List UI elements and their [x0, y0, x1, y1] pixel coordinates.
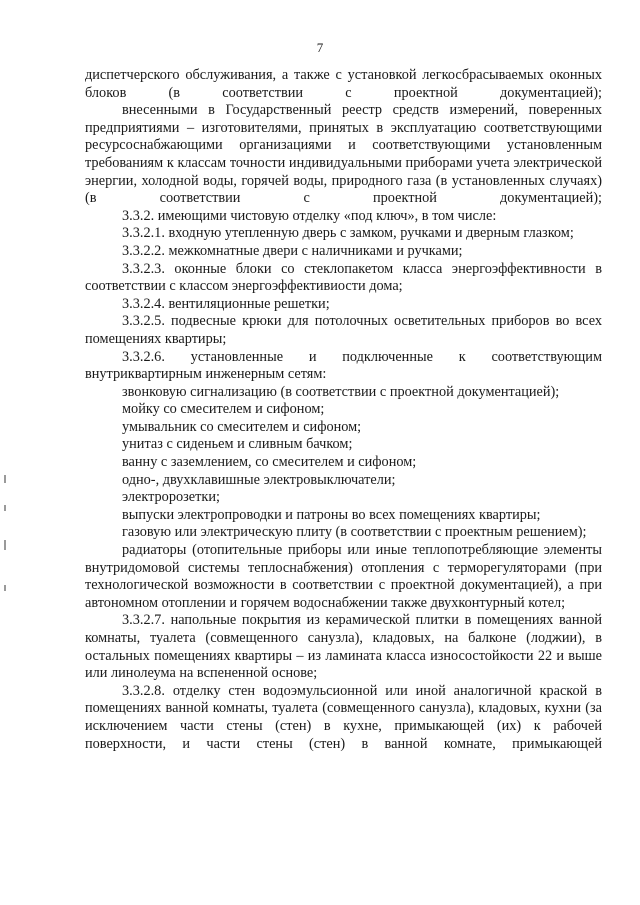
list-item: одно-, двухклавишные электровыключатели; — [122, 471, 396, 488]
clause-3-3-2-1: 3.3.2.1. входную утепленную дверь с замком, ручками и дверным глазком; — [122, 225, 574, 242]
page-number: 7 — [316, 40, 324, 55]
fixtures-list — [85, 384, 602, 542]
clause-3-3-2-6: 3.3.2.6. установленные и подключенные к соответствующим внутриквартирным инженерным сетям: — [85, 348, 602, 383]
clause-3-3-2-5: 3.3.2.5. подвесные крюки для потолочных осветительных приборов во всех помещениях квартиры; — [85, 313, 602, 347]
clause-3-3-2: 3.3.2. имеющими чистовую отделку «под ключ», в том числе: — [122, 207, 497, 224]
margin-marks — [4, 475, 7, 625]
list-item: унитаз с сиденьем и сливным бачком; — [122, 436, 353, 453]
document-body — [85, 67, 602, 753]
list-item: мойку со смесителем и сифоном; — [122, 401, 325, 418]
list-item: умывальник со смесителем и сифоном; — [122, 418, 362, 435]
clause-3-3-2-3: 3.3.2.3. оконные блоки со стеклопакетом класса энергоэффективности в соответствии с классом энергоэффективиости дома; — [85, 260, 602, 295]
paragraph-continuation: диспетчерского обслуживания, а также с установкой легкосбрасываемых оконных блоков (в соответствии с проектной документацией); — [85, 67, 602, 101]
list-item: звонковую сигнализацию (в соответствии с проектной документацией); — [122, 383, 560, 400]
list-item: выпуски электропроводки и патроны во всех помещениях квартиры; — [122, 506, 541, 523]
list-item: газовую или электрическую плиту (в соответствии с проектным решением); — [122, 524, 587, 541]
list-item: электророзетки; — [122, 489, 220, 506]
paragraph-radiators: радиаторы (отопительные приборы или иные теплопотребляющие элементы внутридомовой системы теплоснабжения) отопления с терморегуляторами (при технологической возможности в соответствии с проектной документацией), а при автономном отоплении и горячем водоснабжении также двухконтурный котел; — [85, 542, 602, 611]
list-item: ванну с заземлением, со смесителем и сифоном; — [122, 454, 417, 471]
clause-3-3-2-8: 3.3.2.8. отделку стен водоэмульсионной или иной аналогичной краской в помещениях ванной комнаты, туалета (совмещенного санузла), кладовых, кухни (за исключением части стены (стен) в кухне, примыкающей (их) к рабочей поверхности, и части стены (стен) в ванной комнате, примыкающей — [85, 682, 602, 752]
clause-3-3-2-7: 3.3.2.7. напольные покрытия из керамической плитки в помещениях ванной комнаты, туалета (совмещенного санузла), кладовых, на балконе (лоджии), в остальных помещениях квартиры – из ламината класса износостойкости 22 и выше или линолеума на вспененной основе; — [85, 612, 602, 682]
clause-3-3-2-2: 3.3.2.2. межкомнатные двери с наличниками и ручками; — [122, 242, 463, 259]
paragraph-meters: внесенными в Государственный реестр средств измерений, поверенных предприятиями – изготовителями, принятых в эксплуатацию соответствующими ресурсоснабжающими организациями и соответствующими установленным требованиям к классам точности индивидуальными приборами учета электрической энергии, холодной воды, горячей воды, природного газа (в установленных случаях) (в соответствии с проектной документацией); — [85, 102, 602, 207]
clause-3-3-2-4: 3.3.2.4. вентиляционные решетки; — [122, 295, 330, 312]
